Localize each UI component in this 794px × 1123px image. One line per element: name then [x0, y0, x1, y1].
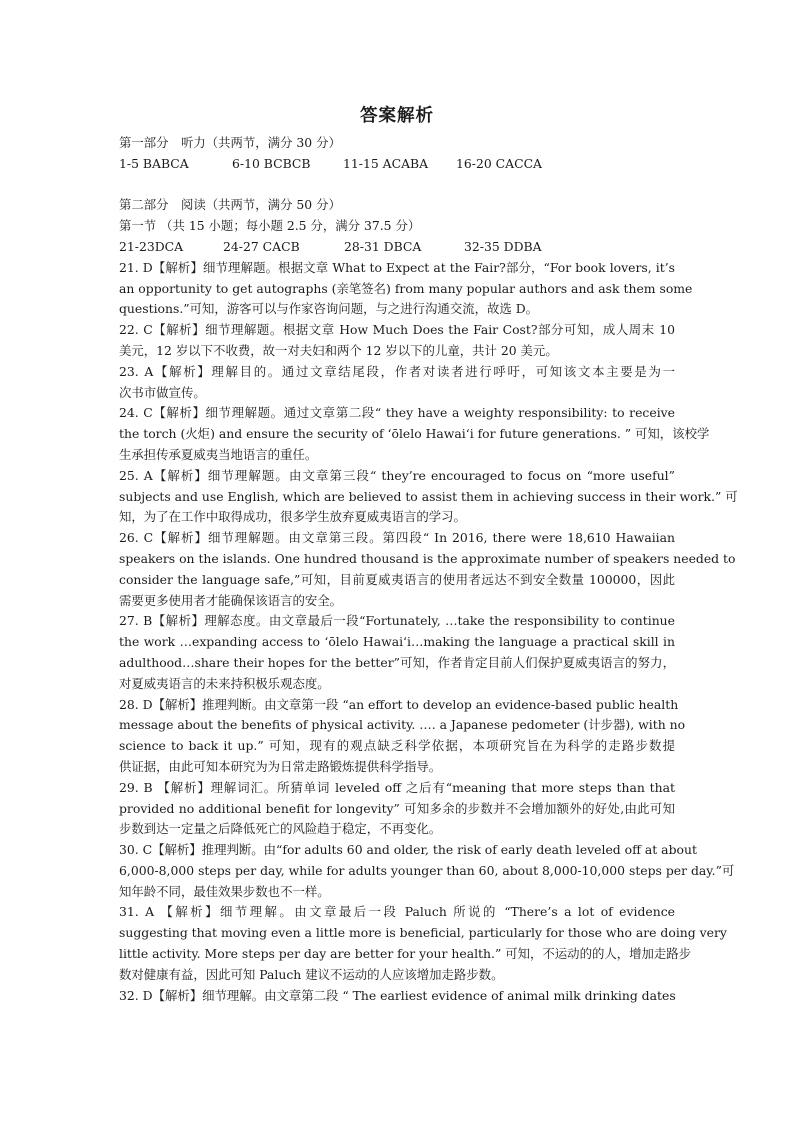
explanation-line: 22. C【解析】细节理解题。根据文章 How Much Does the Fair Cost?部分可知，成人周末 10	[119, 322, 675, 338]
explanation-line: provided no additional benefit for longevity” 可知多余的步数并不会增加额外的好处,由此可知	[119, 800, 675, 816]
answer-group: 6-10 BCBCB	[232, 155, 311, 171]
explanation-line: suggesting that moving even a little more is beneficial, particularly for those who are doing very	[119, 925, 727, 941]
explanation-line: 31. A 【解析】细节理解。由文章最后一段 Paluch 所说的 “There’s a lot of evidence	[119, 904, 675, 920]
explanation-line: adulthood…share their hopes for the better”可知，作者肯定目前人们保护夏威夷语言的努力，	[119, 654, 675, 670]
answer-group: 16-20 CACCA	[456, 155, 542, 171]
explanation-line: 23. A【解析】理解目的。通过文章结尾段，作者对读者进行呼吁，可知该文本主要是为一	[119, 363, 675, 379]
explanation-line: 知年龄不同，最佳效果步数也不一样。	[119, 883, 330, 899]
explanation-line: 30. C【解析】推理判断。由“for adults 60 and older, the risk of early death leveled off at about	[119, 842, 697, 858]
explanation-line: 供证据，由此可知本研究为为日常走路锻炼提供科学指导。	[119, 758, 442, 774]
spacer	[119, 175, 675, 196]
page-title: 答案解析	[360, 106, 434, 126]
part1-answer-row	[119, 154, 675, 175]
explanation-line: 生承担传承夏威夷当地语言的重任。	[119, 446, 318, 462]
explanation-line: 步数到达一定量之后降低死亡的风险趋于稳定，不再变化。	[119, 821, 442, 837]
answer-group: 21-23DCA	[119, 238, 184, 254]
explanation-line: subjects and use English, which are believed to assist them in achieving success in their work.” 可	[119, 488, 738, 504]
explanation-line: 6,000-8,000 steps per day, while for adults younger than 60, about 8,000-10,000 steps per day.”可	[119, 862, 735, 878]
answer-sheet	[119, 100, 738, 1006]
explanation-line: the torch (火炬) and ensure the security of ‘ōlelo Hawai‘i for future generations. ” 可知，该校学	[119, 426, 710, 442]
part2-answer-row	[119, 237, 675, 258]
answer-group: 24-27 CACB	[223, 238, 300, 254]
explanation-line: 29. B 【解析】理解词汇。所猜单词 leveled off 之后有“meaning that more steps than that	[119, 779, 675, 795]
answer-group: 32-35 DDBA	[464, 238, 542, 254]
explanation-line: message about the benefits of physical activity. …. a Japanese pedometer (计步器), with no	[119, 717, 686, 733]
explanation-line: 需要更多使用者才能确保该语言的安全。	[119, 592, 343, 608]
explanation-line: an opportunity to get autographs (亲笔签名) from many popular authors and ask them some	[119, 280, 693, 296]
answer-group: 11-15 ACABA	[343, 155, 429, 171]
explanation-line: 32. D【解析】细节理解。由文章第二段 “ The earliest evidence of animal milk drinking dates	[119, 987, 676, 1003]
explanation-line: the work …expanding access to ‘ōlelo Hawai‘i…making the language a practical skill in	[119, 634, 675, 650]
explanation-line: 25. A【解析】细节理解题。由文章第三段“ they’re encouraged to focus on “more useful”	[119, 467, 675, 483]
explanation-line: consider the language safe,”可知，目前夏威夷语言的使用者远达不到安全数量 100000，因此	[119, 571, 675, 587]
explanation-line: little activity. More steps per day are better for your health.” 可知，不运动的的人，增加走路步	[119, 946, 692, 962]
explanation-line: 知，为了在工作中取得成功，很多学生放弃夏威夷语言的学习。	[119, 509, 466, 525]
explanation-line: 次书市做宣传。	[119, 384, 206, 400]
explanation-line: science to back it up.” 可知，现有的观点缺乏科学依据，本项研究旨在为科学的走路步数提	[119, 738, 675, 754]
explanation-line: 28. D【解析】推理判断。由文章第一段 “an effort to develop an evidence-based public health	[119, 696, 679, 712]
answer-group: 1-5 BABCA	[119, 155, 189, 171]
part2-heading: 第二部分 阅读（共两节，满分 50 分）	[119, 197, 341, 213]
explanation-line: 美元，12 岁以下不收费，故一对夫妇和两个 12 岁以下的儿童，共计 20 美元。	[119, 342, 558, 358]
explanation-line: 27. B【解析】理解态度。由文章最后一段“Fortunately, …take the responsibility to continue	[119, 613, 675, 629]
part2-section1-heading: 第一节 （共 15 小题；每小题 2.5 分，满分 37.5 分）	[119, 218, 421, 234]
explanation-line: 对夏威夷语言的未来持积极乐观态度。	[119, 675, 330, 691]
explanation-line: 26. C【解析】细节理解题。由文章第三段。第四段“ In 2016, there were 18,610 Hawaiian	[119, 530, 675, 546]
explanation-line: 24. C【解析】细节理解题。通过文章第二段“ they have a weighty responsibility: to receive	[119, 405, 675, 421]
explanation-line: questions.”可知，游客可以与作家咨询问题，与之进行沟通交流，故选 D。	[119, 301, 539, 317]
answer-group: 28-31 DBCA	[344, 238, 422, 254]
part1-heading: 第一部分 听力（共两节，满分 30 分）	[119, 135, 341, 150]
explanation-line: 21. D【解析】细节理解题。根据文章 What to Expect at the Fair?部分，“For book lovers, it’s	[119, 259, 675, 275]
explanation-line: 数对健康有益，因此可知 Paluch 建议不运动的人应该增加走路步数。	[119, 966, 504, 982]
explanation-line: speakers on the islands. One hundred thousand is the approximate number of speakers needed to	[119, 550, 736, 566]
